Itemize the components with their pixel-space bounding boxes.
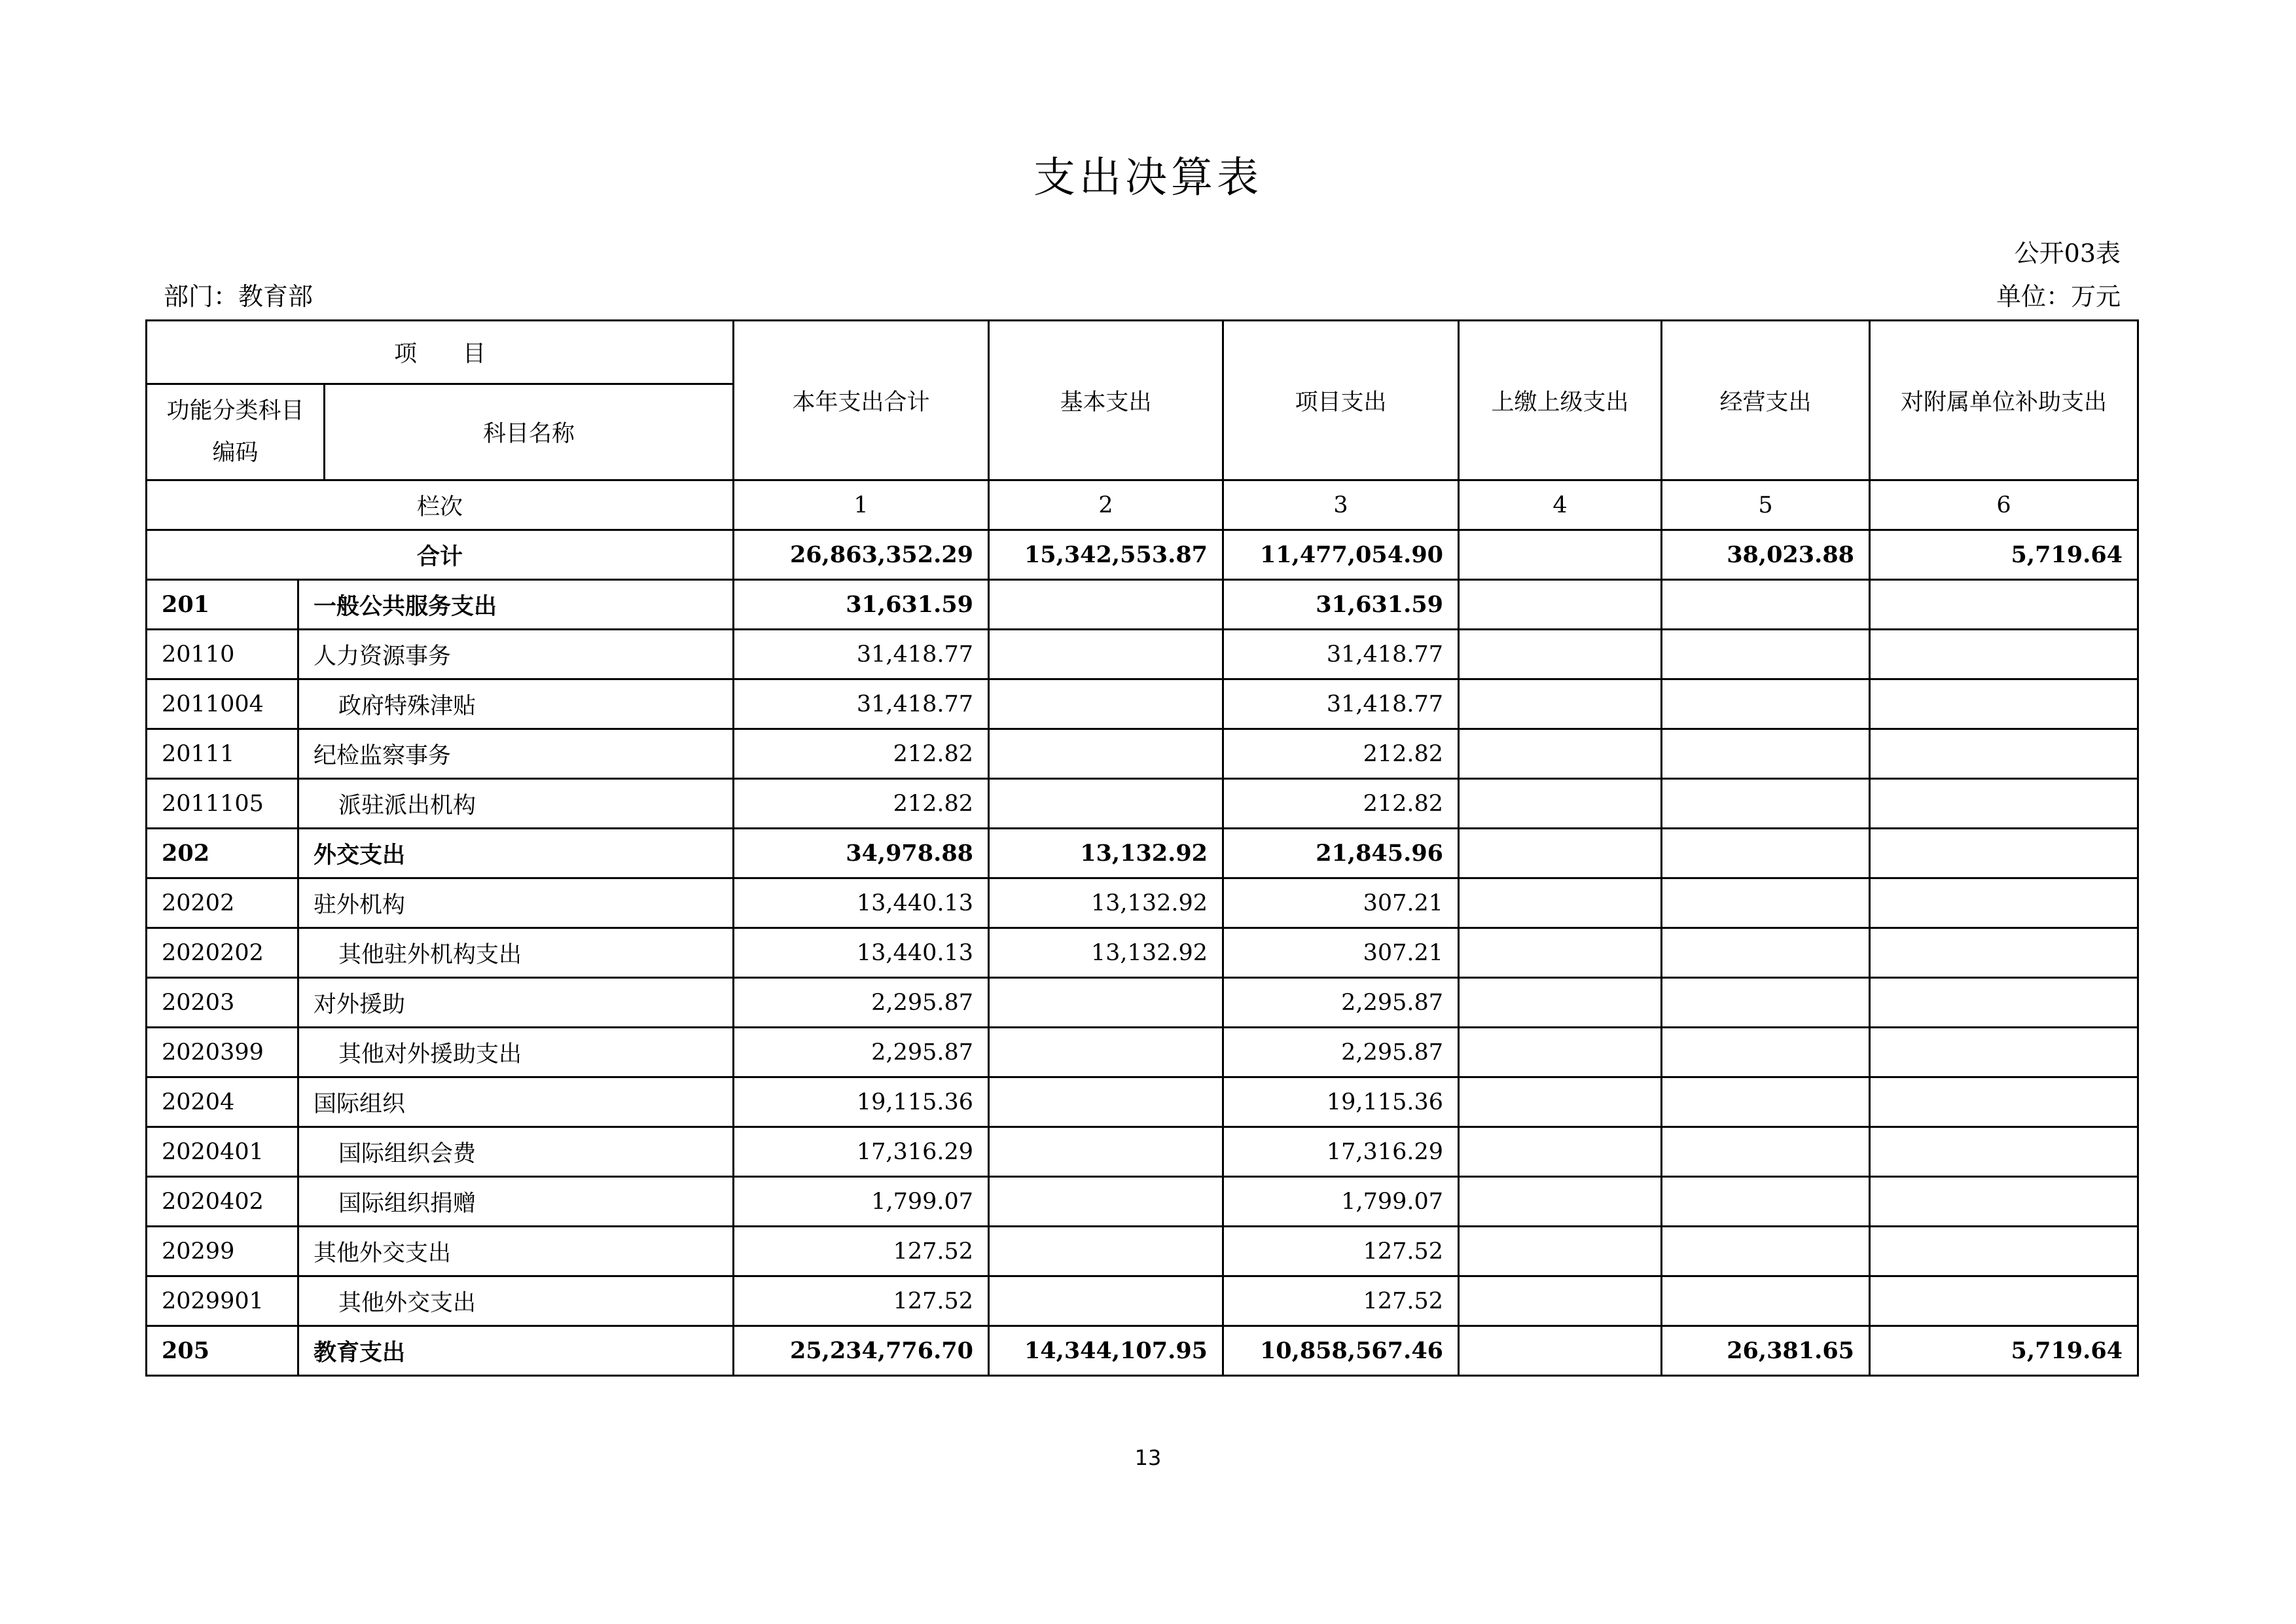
table-row (147, 1028, 2138, 1077)
row-name: 一般公共服务支出 (298, 580, 734, 630)
row-value (989, 1127, 1223, 1177)
row-value (1662, 679, 1870, 729)
row-value (1459, 1127, 1662, 1177)
row-value (1459, 978, 1662, 1028)
row-value (1662, 1227, 1870, 1276)
row-value (1870, 978, 2138, 1028)
seq-number: 2 (989, 480, 1223, 530)
row-value: 13,440.13 (734, 878, 989, 928)
table-row (147, 1127, 2138, 1177)
row-value (989, 630, 1223, 679)
row-code: 20299 (147, 1227, 298, 1276)
row-value: 17,316.29 (734, 1127, 989, 1177)
row-value: 127.52 (1223, 1276, 1459, 1326)
header-col6: 对附属单位补助支出 (1870, 321, 2138, 480)
row-value: 5,719.64 (1870, 1326, 2138, 1376)
row-value: 2,295.87 (1223, 1028, 1459, 1077)
row-value: 127.52 (1223, 1227, 1459, 1276)
row-code: 2020202 (147, 928, 298, 978)
total-row (147, 530, 2138, 580)
row-name: 国际组织 (298, 1077, 734, 1127)
page-number: 13 (1134, 1445, 1162, 1470)
row-name: 政府特殊津贴 (298, 679, 734, 729)
row-value: 13,440.13 (734, 928, 989, 978)
table-row (147, 679, 2138, 729)
row-value (1662, 1127, 1870, 1177)
row-value (1459, 580, 1662, 630)
table-row (147, 1326, 2138, 1376)
row-value (1870, 1276, 2138, 1326)
seq-number: 5 (1662, 480, 1870, 530)
form-number: 公开03表 (2014, 239, 2121, 268)
header-name: 科目名称 (325, 384, 734, 480)
header-col5: 经营支出 (1662, 321, 1870, 480)
row-value (1870, 1077, 2138, 1127)
row-value (1662, 1028, 1870, 1077)
row-value: 21,845.96 (1223, 829, 1459, 878)
total-value: 26,863,352.29 (734, 530, 989, 580)
unit-label: 单位：万元 (1996, 282, 2121, 311)
table-row (147, 978, 2138, 1028)
row-value (1662, 729, 1870, 779)
row-value: 1,799.07 (734, 1177, 989, 1227)
table-row (147, 580, 2138, 630)
row-value (1662, 928, 1870, 978)
row-value: 10,858,567.46 (1223, 1326, 1459, 1376)
row-value (989, 679, 1223, 729)
row-value: 31,418.77 (734, 630, 989, 679)
department-label: 部门：教育部 (164, 282, 314, 311)
row-value: 212.82 (734, 779, 989, 829)
row-value: 13,132.92 (989, 928, 1223, 978)
row-value (1870, 878, 2138, 928)
table-row (147, 1276, 2138, 1326)
row-value (1870, 1227, 2138, 1276)
expenditure-table (145, 319, 2139, 1377)
row-value (1662, 1177, 1870, 1227)
row-value: 212.82 (1223, 729, 1459, 779)
row-code: 2029901 (147, 1276, 298, 1326)
total-value: 11,477,054.90 (1223, 530, 1459, 580)
table-row (147, 630, 2138, 679)
row-value: 307.21 (1223, 928, 1459, 978)
row-value: 307.21 (1223, 878, 1459, 928)
row-value (1459, 1227, 1662, 1276)
table-row (147, 1077, 2138, 1127)
header-code: 功能分类科目编码 (147, 384, 325, 480)
row-name: 派驻派出机构 (298, 779, 734, 829)
row-value (989, 1177, 1223, 1227)
row-name: 教育支出 (298, 1326, 734, 1376)
row-value: 31,418.77 (1223, 630, 1459, 679)
row-value (1459, 729, 1662, 779)
row-value: 19,115.36 (1223, 1077, 1459, 1127)
row-name: 其他对外援助支出 (298, 1028, 734, 1077)
row-value (1459, 878, 1662, 928)
row-value (989, 729, 1223, 779)
total-value: 38,023.88 (1662, 530, 1870, 580)
row-code: 20110 (147, 630, 298, 679)
header-col2: 基本支出 (989, 321, 1223, 480)
row-value (1459, 829, 1662, 878)
row-value (989, 978, 1223, 1028)
row-code: 2011105 (147, 779, 298, 829)
row-value (989, 580, 1223, 630)
seq-number: 1 (734, 480, 989, 530)
table-row (147, 928, 2138, 978)
row-value (1459, 1028, 1662, 1077)
row-code: 20203 (147, 978, 298, 1028)
row-value: 2,295.87 (734, 1028, 989, 1077)
row-code: 2011004 (147, 679, 298, 729)
row-value (1662, 779, 1870, 829)
row-value (989, 1276, 1223, 1326)
seq-number: 4 (1459, 480, 1662, 530)
row-name: 国际组织会费 (298, 1127, 734, 1177)
row-value (989, 1028, 1223, 1077)
header-seq-label: 栏次 (147, 480, 734, 530)
total-value: 15,342,553.87 (989, 530, 1223, 580)
table-row (147, 1177, 2138, 1227)
row-value (1662, 829, 1870, 878)
row-value (1870, 1127, 2138, 1177)
seq-number: 3 (1223, 480, 1459, 530)
seq-number: 6 (1870, 480, 2138, 530)
row-value (989, 1227, 1223, 1276)
row-value: 26,381.65 (1662, 1326, 1870, 1376)
header-col4: 上缴上级支出 (1459, 321, 1662, 480)
row-code: 20202 (147, 878, 298, 928)
row-value (1459, 1177, 1662, 1227)
row-value: 13,132.92 (989, 878, 1223, 928)
row-value: 19,115.36 (734, 1077, 989, 1127)
row-code: 202 (147, 829, 298, 878)
row-value (1870, 779, 2138, 829)
row-value (1662, 1276, 1870, 1326)
total-value (1459, 530, 1662, 580)
header-col3: 项目支出 (1223, 321, 1459, 480)
table-row (147, 878, 2138, 928)
row-value: 31,631.59 (734, 580, 989, 630)
header-project: 项 目 (147, 321, 734, 384)
row-value (1870, 630, 2138, 679)
row-value (1459, 779, 1662, 829)
table-row (147, 829, 2138, 878)
row-value (1662, 878, 1870, 928)
row-value (1459, 630, 1662, 679)
row-value: 212.82 (734, 729, 989, 779)
table-row (147, 1227, 2138, 1276)
row-value: 14,344,107.95 (989, 1326, 1223, 1376)
row-value (1870, 580, 2138, 630)
row-value: 212.82 (1223, 779, 1459, 829)
row-value: 2,295.87 (734, 978, 989, 1028)
row-value: 17,316.29 (1223, 1127, 1459, 1177)
row-name: 外交支出 (298, 829, 734, 878)
row-value: 31,631.59 (1223, 580, 1459, 630)
row-name: 其他外交支出 (298, 1227, 734, 1276)
row-value (1662, 1077, 1870, 1127)
row-value (1459, 679, 1662, 729)
total-value: 5,719.64 (1870, 530, 2138, 580)
row-value (1459, 1077, 1662, 1127)
row-value: 127.52 (734, 1227, 989, 1276)
row-name: 其他外交支出 (298, 1276, 734, 1326)
row-value (1459, 1276, 1662, 1326)
row-value: 1,799.07 (1223, 1177, 1459, 1227)
row-name: 国际组织捐赠 (298, 1177, 734, 1227)
row-value (1870, 729, 2138, 779)
row-value: 31,418.77 (1223, 679, 1459, 729)
row-code: 20204 (147, 1077, 298, 1127)
table-row (147, 779, 2138, 829)
row-value (989, 779, 1223, 829)
row-value (1662, 630, 1870, 679)
row-value (1459, 1326, 1662, 1376)
row-value (1870, 829, 2138, 878)
row-code: 20111 (147, 729, 298, 779)
row-value: 127.52 (734, 1276, 989, 1326)
row-value (1662, 978, 1870, 1028)
row-name: 其他驻外机构支出 (298, 928, 734, 978)
row-name: 对外援助 (298, 978, 734, 1028)
table-row (147, 729, 2138, 779)
row-code: 205 (147, 1326, 298, 1376)
row-value: 25,234,776.70 (734, 1326, 989, 1376)
row-value (1870, 1177, 2138, 1227)
row-code: 2020402 (147, 1177, 298, 1227)
row-value: 13,132.92 (989, 829, 1223, 878)
header-col1: 本年支出合计 (734, 321, 989, 480)
row-value (1459, 928, 1662, 978)
row-value (1662, 580, 1870, 630)
page-title: 支出决算表 (1033, 154, 1263, 202)
row-code: 2020399 (147, 1028, 298, 1077)
row-name: 人力资源事务 (298, 630, 734, 679)
row-code: 2020401 (147, 1127, 298, 1177)
row-value (1870, 928, 2138, 978)
row-name: 驻外机构 (298, 878, 734, 928)
row-code: 201 (147, 580, 298, 630)
row-value (1870, 1028, 2138, 1077)
row-name: 纪检监察事务 (298, 729, 734, 779)
row-value (1870, 679, 2138, 729)
row-value (989, 1077, 1223, 1127)
row-value: 31,418.77 (734, 679, 989, 729)
row-value: 2,295.87 (1223, 978, 1459, 1028)
total-label: 合计 (147, 530, 734, 580)
row-value: 34,978.88 (734, 829, 989, 878)
